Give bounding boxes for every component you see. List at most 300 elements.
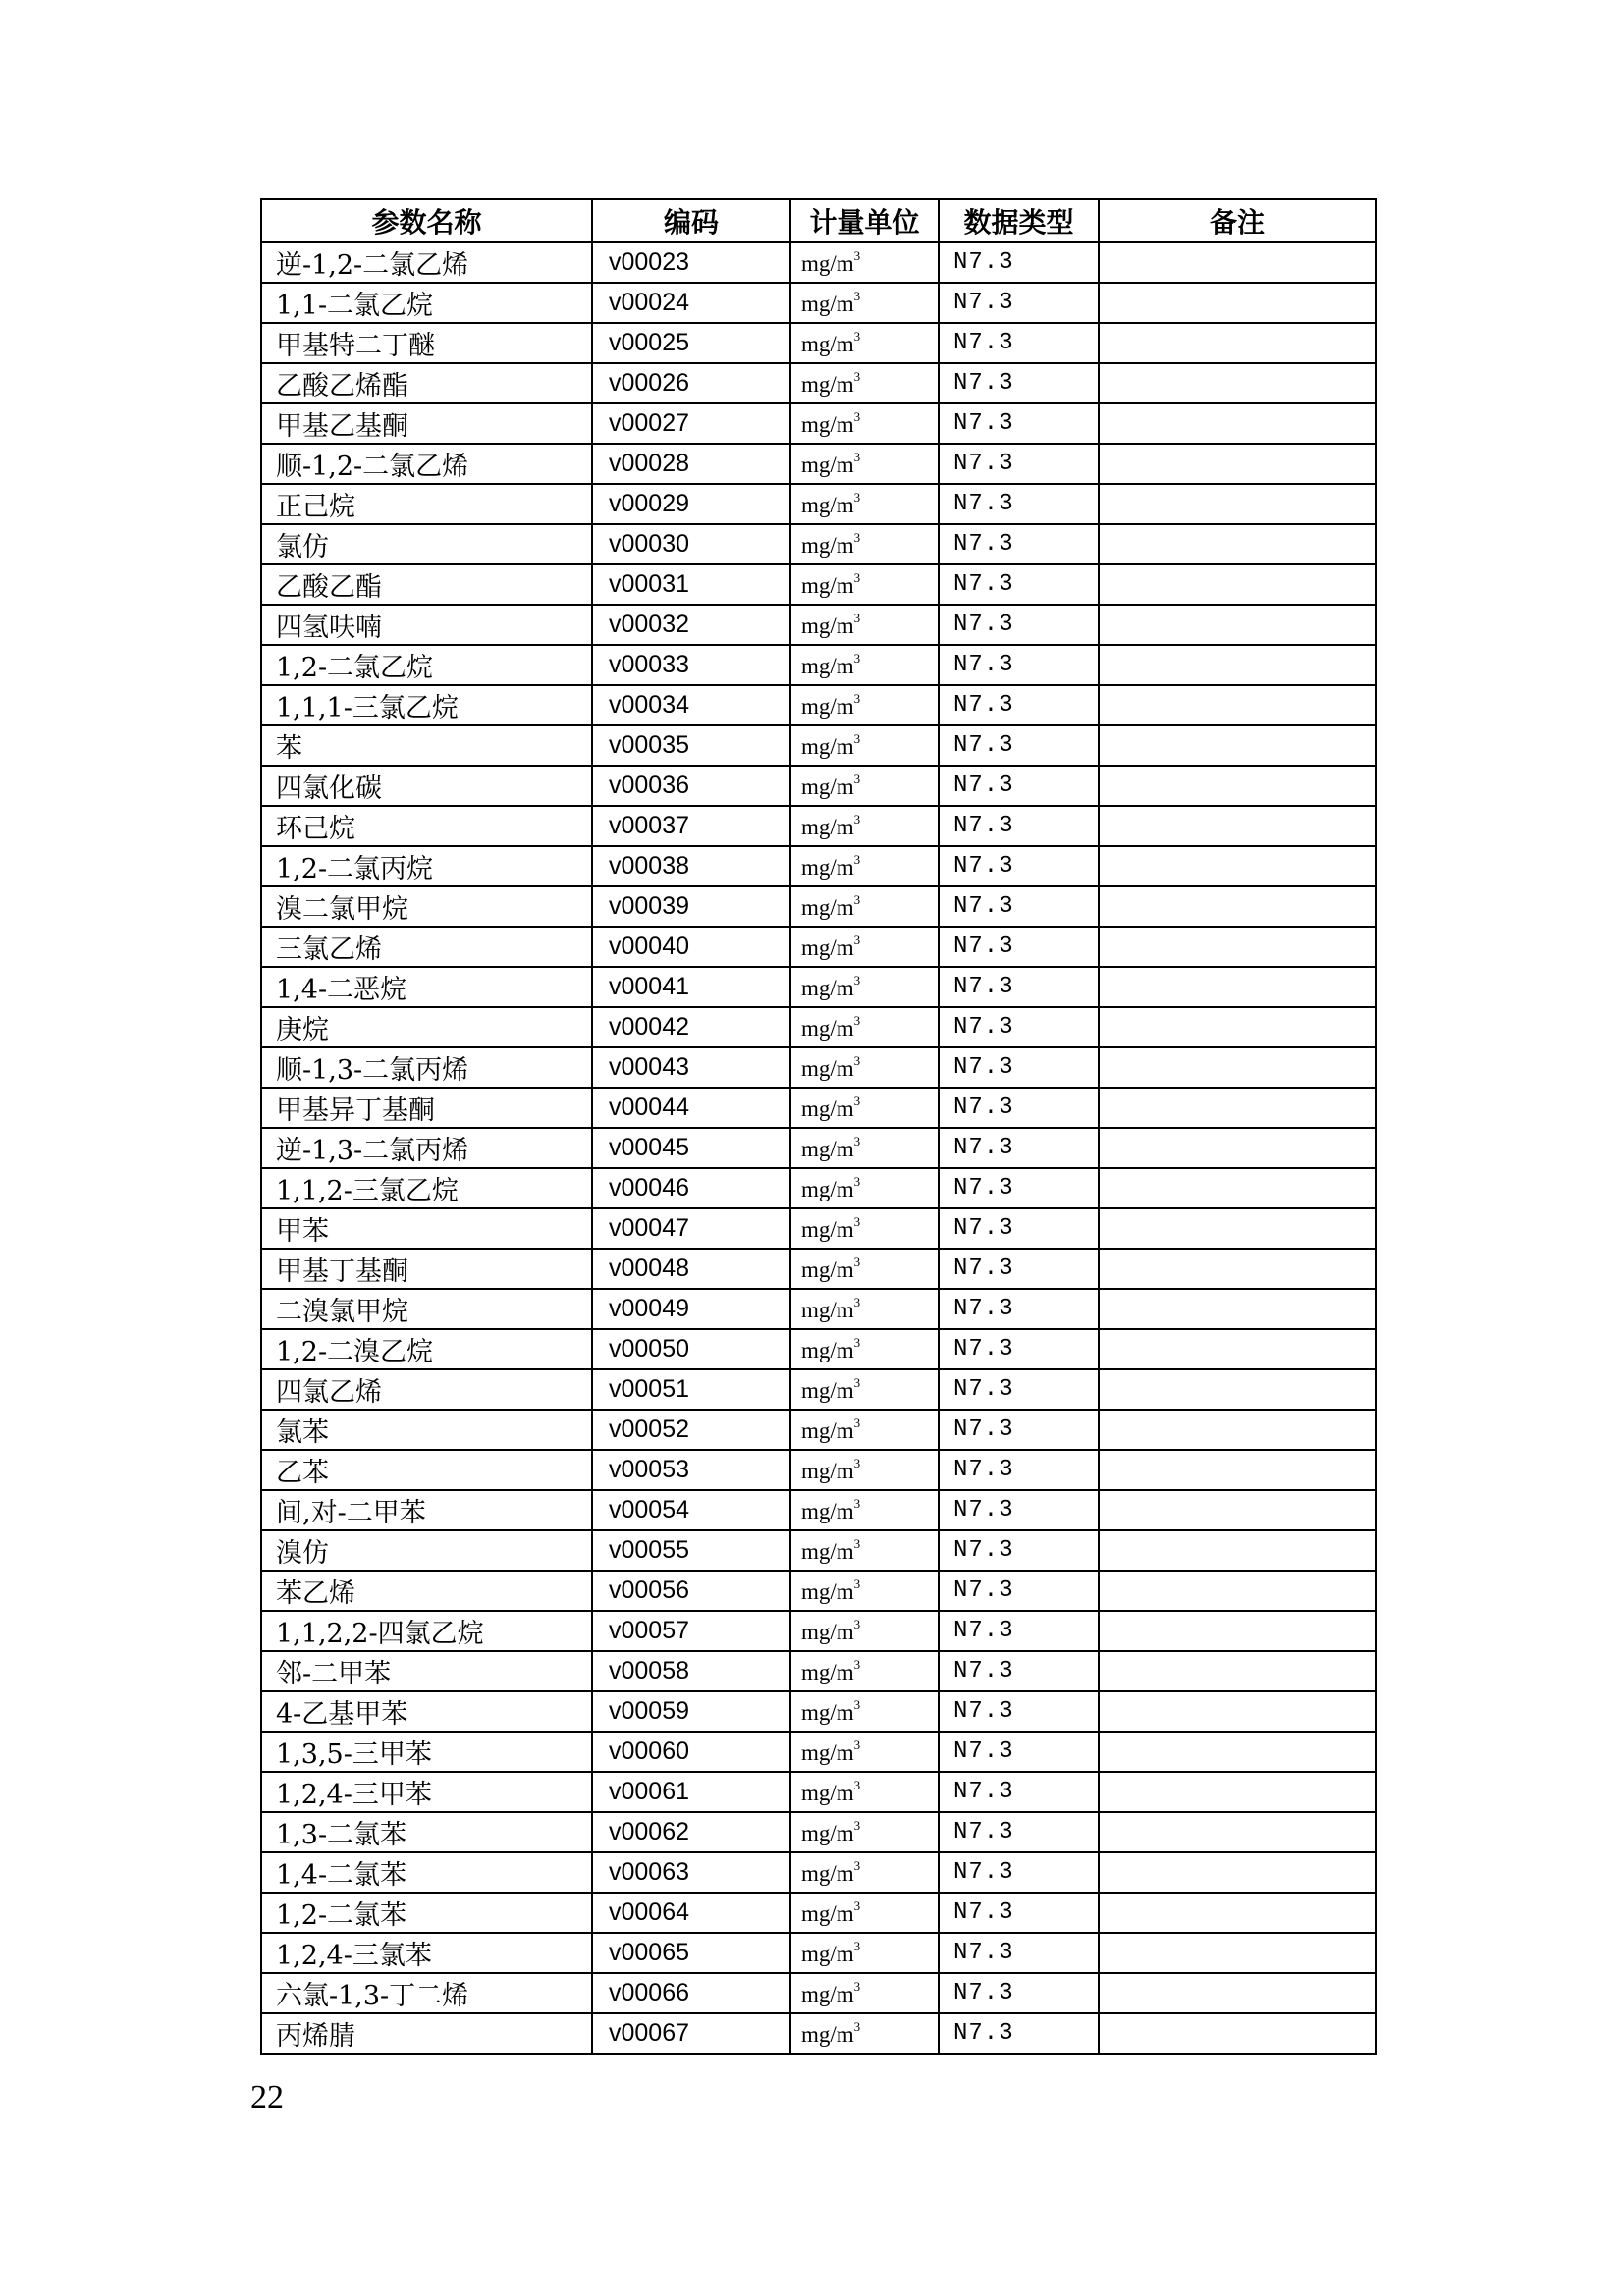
table-row [261,1369,1376,1410]
data-type-cell: N7.3 [939,1812,1099,1852]
table-row [261,1893,1376,1933]
table-row [261,927,1376,967]
note-cell [1099,1369,1376,1410]
unit-cell [790,1571,939,1611]
code-cell: v00055 [592,1530,790,1571]
unit-cell [790,645,939,685]
param-name-cell: 顺-1,3-二氯丙烯 [261,1047,592,1088]
note-cell [1099,1571,1376,1611]
unit-cell [790,1369,939,1410]
data-type-cell: N7.3 [939,1369,1099,1410]
unit-cell [790,1812,939,1852]
data-type-cell: N7.3 [939,2013,1099,2054]
unit-exponent: 3 [853,369,861,384]
param-name-cell: 溴二氯甲烷 [261,886,592,927]
code-cell: v00028 [592,444,790,484]
data-type-cell: N7.3 [939,1732,1099,1772]
note-cell [1099,927,1376,967]
table-row [261,1651,1376,1691]
data-type-cell: N7.3 [939,1893,1099,1933]
code-cell: v00035 [592,725,790,766]
unit-base: mg/m [801,453,854,477]
unit-base: mg/m [801,1459,854,1483]
param-name-cell: 乙酸乙烯酯 [261,363,592,403]
table-header-row [261,199,1376,242]
param-name-cell: 间,对-二甲苯 [261,1490,592,1530]
unit-exponent: 3 [853,289,861,303]
data-type-cell: N7.3 [939,1007,1099,1047]
unit-exponent: 3 [853,1697,861,1712]
table-row [261,1289,1376,1329]
unit-cell [790,1047,939,1088]
data-type-cell: N7.3 [939,564,1099,605]
note-cell [1099,806,1376,846]
unit-cell [790,1691,939,1732]
code-cell: v00058 [592,1651,790,1691]
code-cell: v00045 [592,1128,790,1168]
note-cell [1099,1289,1376,1329]
note-cell [1099,1168,1376,1208]
table-body [261,242,1376,2054]
note-cell [1099,1893,1376,1933]
data-type-cell: N7.3 [939,1128,1099,1168]
unit-cell [790,1651,939,1691]
unit-exponent: 3 [853,1174,861,1189]
code-cell: v00041 [592,967,790,1007]
note-cell [1099,1007,1376,1047]
unit-cell [790,1450,939,1490]
param-name-cell: 环己烷 [261,806,592,846]
unit-cell [790,403,939,444]
unit-cell [790,1852,939,1893]
param-name-cell: 甲基特二丁醚 [261,323,592,363]
param-name-cell: 丙烯腈 [261,2013,592,2054]
unit-cell [790,1973,939,2013]
code-cell: v00029 [592,484,790,524]
unit-base: mg/m [801,935,854,960]
note-cell [1099,1088,1376,1128]
code-cell: v00056 [592,1571,790,1611]
unit-exponent: 3 [853,530,861,545]
unit-exponent: 3 [853,1375,861,1390]
param-name-cell: 甲基异丁基酮 [261,1088,592,1128]
header-unit: 计量单位 [790,199,939,242]
unit-base: mg/m [801,694,854,719]
param-name-cell: 苯 [261,725,592,766]
unit-exponent: 3 [853,892,861,907]
unit-cell [790,806,939,846]
unit-base: mg/m [801,1740,854,1765]
table-row [261,2013,1376,2054]
unit-exponent: 3 [853,1013,861,1028]
unit-base: mg/m [801,1821,854,1845]
param-name-cell: 氯苯 [261,1410,592,1450]
data-type-cell: N7.3 [939,1047,1099,1088]
unit-cell [790,283,939,323]
code-cell: v00067 [592,2013,790,2054]
note-cell [1099,1973,1376,2013]
note-cell [1099,1772,1376,1812]
note-cell [1099,1490,1376,1530]
unit-base: mg/m [801,654,854,678]
note-cell [1099,283,1376,323]
param-name-cell: 正己烷 [261,484,592,524]
header-data-type: 数据类型 [939,199,1099,242]
unit-cell [790,1490,939,1530]
data-type-cell: N7.3 [939,1973,1099,2013]
code-cell: v00050 [592,1329,790,1369]
unit-base: mg/m [801,332,854,356]
param-name-cell: 1,3,5-三甲苯 [261,1732,592,1772]
code-cell: v00040 [592,927,790,967]
unit-base: mg/m [801,533,854,558]
unit-cell [790,1933,939,1973]
note-cell [1099,1611,1376,1651]
unit-base: mg/m [801,251,854,276]
unit-cell [790,1893,939,1933]
table-row [261,1128,1376,1168]
unit-exponent: 3 [853,1255,861,1269]
unit-cell [790,1088,939,1128]
data-type-cell: N7.3 [939,1329,1099,1369]
note-cell [1099,323,1376,363]
note-cell [1099,1530,1376,1571]
unit-exponent: 3 [853,1134,861,1148]
note-cell [1099,846,1376,886]
unit-base: mg/m [801,1942,854,1966]
unit-exponent: 3 [853,1214,861,1229]
param-name-cell: 1,1,1-三氯乙烷 [261,685,592,725]
data-type-cell: N7.3 [939,1691,1099,1732]
unit-cell [790,524,939,564]
data-type-cell: N7.3 [939,524,1099,564]
data-type-cell: N7.3 [939,1490,1099,1530]
data-type-cell: N7.3 [939,1933,1099,1973]
data-type-cell: N7.3 [939,1571,1099,1611]
param-name-cell: 庚烷 [261,1007,592,1047]
header-param-name: 参数名称 [261,199,592,242]
unit-exponent: 3 [853,651,861,666]
note-cell [1099,1691,1376,1732]
table-row [261,1249,1376,1289]
table-row [261,886,1376,927]
table-row [261,1571,1376,1611]
code-cell: v00026 [592,363,790,403]
param-name-cell: 1,1-二氯乙烷 [261,283,592,323]
table-row [261,444,1376,484]
table-row [261,1852,1376,1893]
code-cell: v00043 [592,1047,790,1088]
param-name-cell: 溴仿 [261,1530,592,1571]
unit-base: mg/m [801,1096,854,1121]
param-name-cell: 1,3-二氯苯 [261,1812,592,1852]
code-cell: v00061 [592,1772,790,1812]
table-row [261,1047,1376,1088]
code-cell: v00033 [592,645,790,685]
data-type-cell: N7.3 [939,323,1099,363]
unit-exponent: 3 [853,1617,861,1631]
data-type-cell: N7.3 [939,403,1099,444]
table-row [261,685,1376,725]
table-row [261,645,1376,685]
unit-base: mg/m [801,1781,854,1805]
header-note: 备注 [1099,199,1376,242]
unit-exponent: 3 [853,731,861,746]
code-cell: v00066 [592,1973,790,2013]
code-cell: v00042 [592,1007,790,1047]
note-cell [1099,1047,1376,1088]
table-row [261,524,1376,564]
data-type-cell: N7.3 [939,725,1099,766]
note-cell [1099,1410,1376,1450]
header-code: 编码 [592,199,790,242]
unit-exponent: 3 [853,1939,861,1953]
param-name-cell: 甲基丁基酮 [261,1249,592,1289]
code-cell: v00062 [592,1812,790,1852]
data-type-cell: N7.3 [939,685,1099,725]
code-cell: v00049 [592,1289,790,1329]
parameter-table [260,198,1377,2055]
unit-cell [790,1249,939,1289]
param-name-cell: 氯仿 [261,524,592,564]
code-cell: v00059 [592,1691,790,1732]
unit-exponent: 3 [853,812,861,827]
unit-cell [790,323,939,363]
unit-exponent: 3 [853,852,861,867]
unit-base: mg/m [801,1137,854,1161]
unit-cell [790,1128,939,1168]
unit-base: mg/m [801,855,854,880]
note-cell [1099,1249,1376,1289]
unit-exponent: 3 [853,490,861,505]
data-type-cell: N7.3 [939,1611,1099,1651]
unit-cell [790,1530,939,1571]
data-type-cell: N7.3 [939,766,1099,806]
unit-base: mg/m [801,1257,854,1282]
data-type-cell: N7.3 [939,886,1099,927]
unit-cell [790,1732,939,1772]
param-name-cell: 苯乙烯 [261,1571,592,1611]
code-cell: v00064 [592,1893,790,1933]
unit-exponent: 3 [853,450,861,464]
unit-base: mg/m [801,1056,854,1081]
table-row [261,323,1376,363]
unit-exponent: 3 [853,1415,861,1430]
note-cell [1099,1450,1376,1490]
note-cell [1099,766,1376,806]
unit-base: mg/m [801,1016,854,1041]
table-row [261,1007,1376,1047]
unit-base: mg/m [801,895,854,920]
unit-cell [790,725,939,766]
param-name-cell: 1,4-二氯苯 [261,1852,592,1893]
note-cell [1099,1208,1376,1249]
unit-cell [790,1007,939,1047]
param-name-cell: 三氯乙烯 [261,927,592,967]
param-name-cell: 1,2,4-三甲苯 [261,1772,592,1812]
note-cell [1099,1128,1376,1168]
unit-exponent: 3 [853,2019,861,2034]
note-cell [1099,1732,1376,1772]
unit-exponent: 3 [853,1094,861,1108]
unit-base: mg/m [801,1861,854,1886]
note-cell [1099,363,1376,403]
unit-cell [790,1208,939,1249]
page-number: 22 [250,2079,284,2115]
data-type-cell: N7.3 [939,363,1099,403]
code-cell: v00039 [592,886,790,927]
unit-base: mg/m [801,1217,854,1242]
note-cell [1099,886,1376,927]
unit-cell [790,685,939,725]
code-cell: v00048 [592,1249,790,1289]
data-type-cell: N7.3 [939,605,1099,645]
unit-base: mg/m [801,614,854,638]
unit-exponent: 3 [853,1335,861,1350]
note-cell [1099,967,1376,1007]
param-name-cell: 1,2,4-三氯苯 [261,1933,592,1973]
unit-base: mg/m [801,573,854,598]
note-cell [1099,1852,1376,1893]
unit-base: mg/m [801,2022,854,2047]
code-cell: v00037 [592,806,790,846]
table-row [261,1450,1376,1490]
unit-cell [790,444,939,484]
table-row [261,1530,1376,1571]
param-name-cell: 甲基乙基酮 [261,403,592,444]
code-cell: v00023 [592,242,790,283]
unit-base: mg/m [801,372,854,397]
note-cell [1099,403,1376,444]
table-row [261,1933,1376,1973]
data-type-cell: N7.3 [939,1410,1099,1450]
code-cell: v00024 [592,283,790,323]
data-type-cell: N7.3 [939,1530,1099,1571]
unit-cell [790,967,939,1007]
data-type-cell: N7.3 [939,484,1099,524]
table-row [261,1812,1376,1852]
unit-exponent: 3 [853,1979,861,1994]
param-name-cell: 1,2-二氯苯 [261,1893,592,1933]
unit-base: mg/m [801,412,854,437]
unit-cell [790,564,939,605]
unit-cell [790,1329,939,1369]
table-row [261,1691,1376,1732]
unit-cell [790,605,939,645]
unit-exponent: 3 [853,611,861,625]
unit-cell [790,2013,939,2054]
code-cell: v00051 [592,1369,790,1410]
unit-base: mg/m [801,1418,854,1443]
note-cell [1099,564,1376,605]
table-row [261,806,1376,846]
note-cell [1099,484,1376,524]
table-row [261,403,1376,444]
unit-base: mg/m [801,1378,854,1403]
param-name-cell: 邻-二甲苯 [261,1651,592,1691]
unit-exponent: 3 [853,1496,861,1511]
table-row [261,725,1376,766]
unit-cell [790,1168,939,1208]
note-cell [1099,1329,1376,1369]
table-row [261,1208,1376,1249]
param-name-cell: 六氯-1,3-丁二烯 [261,1973,592,2013]
data-type-cell: N7.3 [939,1852,1099,1893]
unit-cell [790,1611,939,1651]
code-cell: v00057 [592,1611,790,1651]
code-cell: v00060 [592,1732,790,1772]
unit-exponent: 3 [853,1536,861,1551]
code-cell: v00027 [592,403,790,444]
unit-base: mg/m [801,734,854,759]
table-row [261,1490,1376,1530]
table-row [261,1973,1376,2013]
data-type-cell: N7.3 [939,444,1099,484]
data-type-cell: N7.3 [939,283,1099,323]
code-cell: v00032 [592,605,790,645]
note-cell [1099,685,1376,725]
data-type-cell: N7.3 [939,242,1099,283]
unit-cell [790,927,939,967]
table-row [261,283,1376,323]
unit-exponent: 3 [853,933,861,947]
unit-exponent: 3 [853,570,861,585]
code-cell: v00053 [592,1450,790,1490]
unit-exponent: 3 [853,1053,861,1068]
code-cell: v00034 [592,685,790,725]
param-name-cell: 四氯化碳 [261,766,592,806]
data-type-cell: N7.3 [939,927,1099,967]
code-cell: v00030 [592,524,790,564]
table-row [261,363,1376,403]
data-type-cell: N7.3 [939,1651,1099,1691]
note-cell [1099,1812,1376,1852]
data-type-cell: N7.3 [939,967,1099,1007]
note-cell [1099,1651,1376,1691]
unit-cell [790,484,939,524]
note-cell [1099,444,1376,484]
unit-cell [790,1772,939,1812]
param-name-cell: 4-乙基甲苯 [261,1691,592,1732]
data-type-cell: N7.3 [939,1168,1099,1208]
unit-base: mg/m [801,1901,854,1926]
table-row [261,1410,1376,1450]
data-type-cell: N7.3 [939,1289,1099,1329]
data-type-cell: N7.3 [939,806,1099,846]
code-cell: v00065 [592,1933,790,1973]
code-cell: v00063 [592,1852,790,1893]
note-cell [1099,605,1376,645]
param-name-cell: 乙酸乙酯 [261,564,592,605]
code-cell: v00025 [592,323,790,363]
unit-base: mg/m [801,1660,854,1684]
param-name-cell: 二溴氯甲烷 [261,1289,592,1329]
unit-exponent: 3 [853,1858,861,1873]
param-name-cell: 逆-1,2-二氯乙烯 [261,242,592,283]
unit-cell [790,1289,939,1329]
unit-exponent: 3 [853,1898,861,1913]
param-name-cell: 1,2-二氯乙烷 [261,645,592,685]
param-name-cell: 1,2-二溴乙烷 [261,1329,592,1369]
table-row [261,1611,1376,1651]
unit-cell [790,886,939,927]
unit-base: mg/m [801,1499,854,1523]
param-name-cell: 四氯乙烯 [261,1369,592,1410]
unit-exponent: 3 [853,248,861,263]
unit-base: mg/m [801,976,854,1000]
table-row [261,242,1376,283]
data-type-cell: N7.3 [939,1088,1099,1128]
